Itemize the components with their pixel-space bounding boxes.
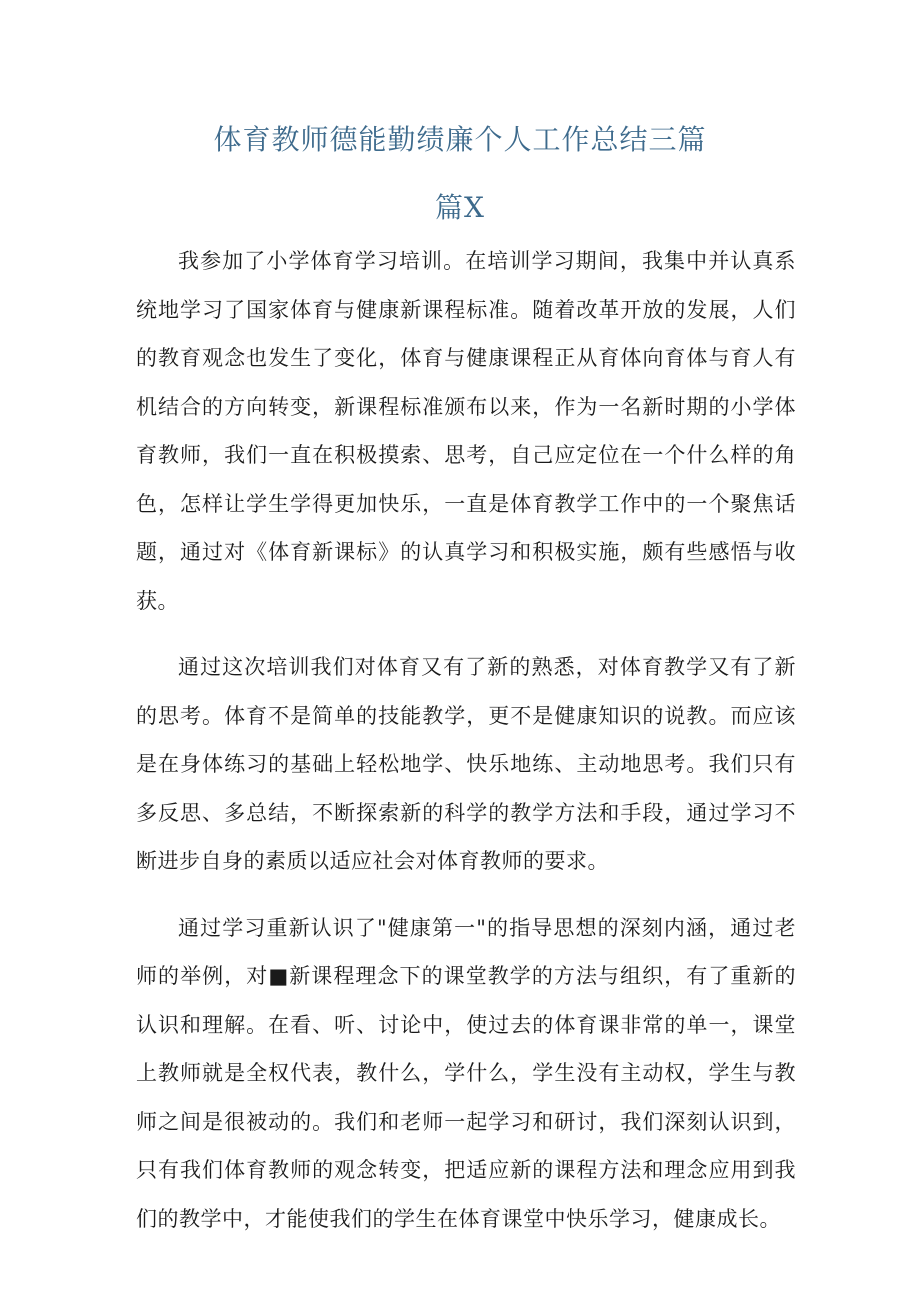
document-title: 体育教师德能勤绩廉个人工作总结三篇 bbox=[213, 123, 707, 156]
paragraph-1: 我参加了小学体育学习培训。在培训学习期间，我集中并认真系统地学习了国家体育与健康新课程标准。随着改革开放的发展，人们的教育观念也发生了变化，体育与健康课程正从育体向育体与育人有机结合的方向转变，新课程标准颁布以来，作为一名新时期的小学体育教师，我们一直在积极摸索、思考，自己应定位在一个什么样的角色，怎样让学生学得更加快乐，一直是体育教学工作中的一个聚焦话题，通过对《体育新课标》的认真学习和积极实施，颇有些感悟与收获。 bbox=[136, 249, 796, 613]
document-subtitle: 篇X bbox=[435, 191, 485, 224]
paragraph-2: 通过这次培训我们对体育又有了新的熟悉，对体育教学又有了新的思考。体育不是简单的技能教学，更不是健康知识的说教。而应该是在身体练习的基础上轻松地学、快乐地练、主动地思考。我们只有多反思、多总结，不断探索新的科学的教学方法和手段，通过学习不断进步自身的素质以适应社会对体育教师的要求。 bbox=[136, 655, 796, 873]
document-body bbox=[136, 237, 796, 1261]
paragraph-3: 通过学习重新认识了"健康第一"的指导思想的深刻内涵，通过老师的举例，对■新课程理念下的课堂教学的方法与组织，有了重新的认识和理解。在看、听、讨论中，使过去的体育课非常的单一，课堂上教师就是全权代表，教什么，学什么，学生没有主动权，学生与教师之间是很被动的。我们和老师一起学习和研讨，我们深刻认识到，只有我们体育教师的观念转变，把适应新的课程方法和理念应用到我们的教学中，才能使我们的学生在体育课堂中快乐学习，健康成长。 bbox=[136, 915, 796, 1231]
